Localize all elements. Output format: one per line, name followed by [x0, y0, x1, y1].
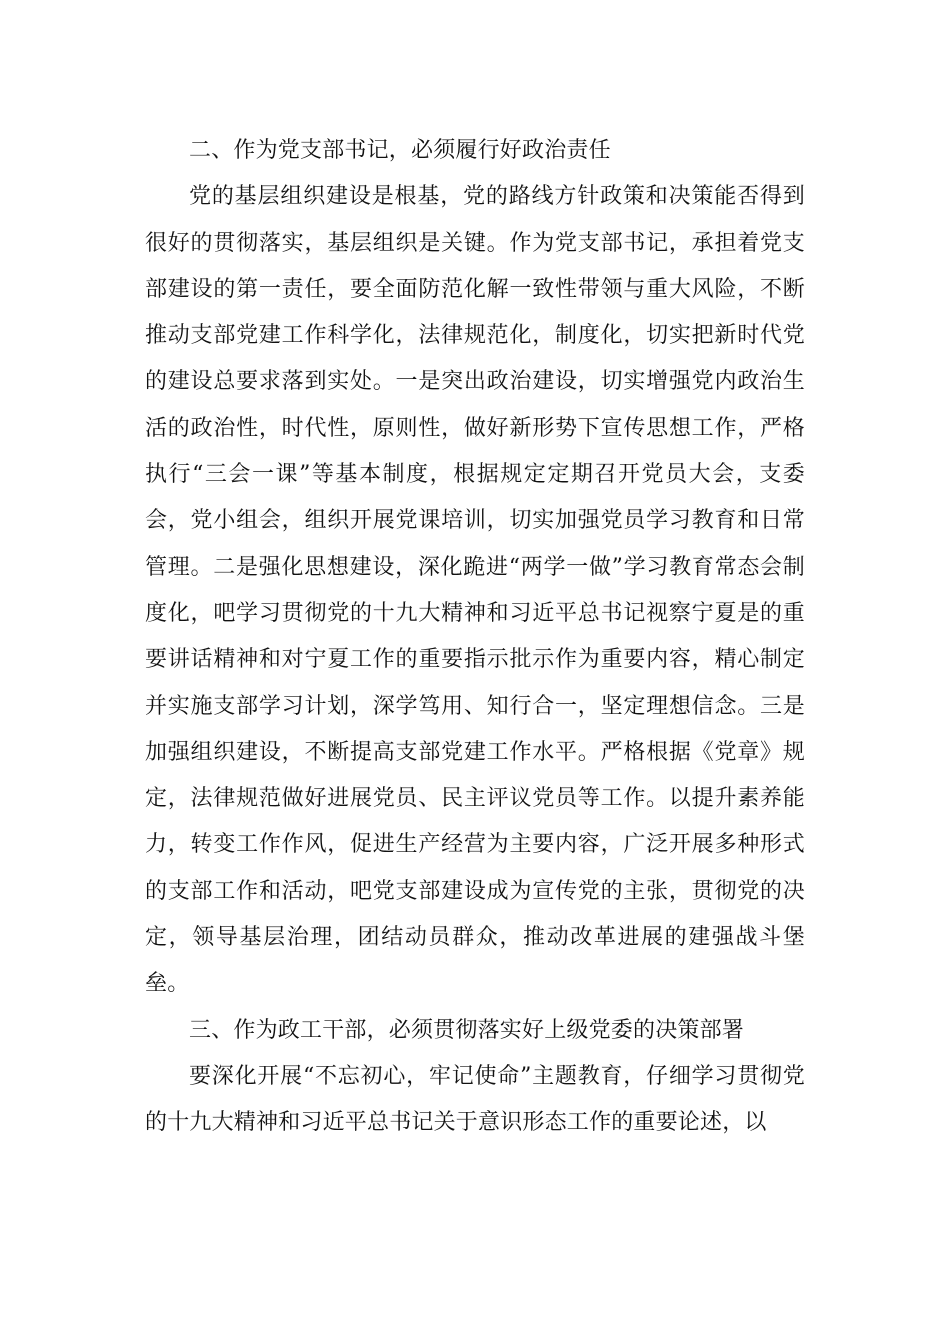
document-body [145, 128, 805, 1147]
section-3-heading: 三、作为政工干部，必须贯彻落实好上级党委的决策部署 [189, 1017, 745, 1043]
section-3-paragraph: 要深化开展“不忘初心，牢记使命”主题教育，仔细学习贯彻党的十九大精神和习近平总书记关于意识形态工作的重要论述，以 [145, 1063, 805, 1136]
section-2-paragraph: 党的基层组织建设是根基，党的路线方针政策和决策能否得到很好的贯彻落实，基层组织是关键。作为党支部书记，承担着党支部建设的第一责任，要全面防范化解一致性带领与重大风险，不断推动支部党建工作科学化，法律规范化，制度化，切实把新时代党的建设总要求落到实处。一是突出政治建设，切实增强党内政治生活的政治性，时代性，原则性，做好新形势下宣传思想工作，严格执行“三会一课”等基本制度，根据规定定期召开党员大会，支委会，党小组会，组织开展党课培训，切实加强党员学习教育和日常管理。二是强化思想建设，深化跪进“两学一做”学习教育常态会制度化，吧学习贯彻党的十九大精神和习近平总书记视察宁夏是的重要讲话精神和对宁夏工作的重要指示批示作为重要内容，精心制定并实施支部学习计划，深学笃用、知行合一，坚定理想信念。三是加强组织建设，不断提高支部党建工作水平。严格根据《党章》规定，法律规范做好进展党员、民主评议党员等工作。以提升素养能力，转变工作作风，促进生产经营为主要内容，广泛开展多种形式的支部工作和活动，吧党支部建设成为宣传党的主张，贯彻党的决定，领导基层治理，团结动员群众，推动改革进展的建强战斗堡垒。 [145, 184, 805, 997]
section-2-heading: 二、作为党支部书记，必须履行好政治责任 [189, 138, 611, 163]
